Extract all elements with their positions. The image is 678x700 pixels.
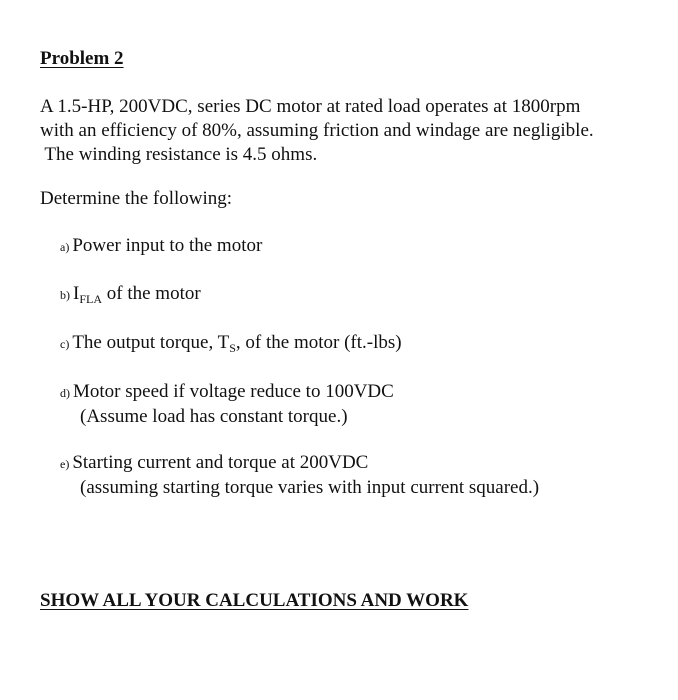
- statement-line-3: The winding resistance is 4.5 ohms.: [40, 144, 318, 165]
- question-c-marker: c): [60, 337, 70, 351]
- question-e-line-2: (assuming starting torque varies with input current squared.): [80, 477, 540, 498]
- problem-title: Problem 2: [40, 48, 124, 69]
- question-c: [60, 331, 402, 356]
- question-e-marker: e): [60, 457, 70, 471]
- question-c-text: The output torque, T: [72, 332, 230, 353]
- statement-line-2: with an efficiency of 80%, assuming friction and windage are negligible.: [40, 120, 594, 141]
- question-c-text-end: , of the motor (ft.-lbs): [235, 332, 402, 353]
- question-b-marker: b): [60, 288, 70, 302]
- question-e: [60, 451, 539, 500]
- question-a: [60, 234, 262, 259]
- problem-statement: [40, 95, 594, 167]
- question-a-text: Power input to the motor: [72, 235, 263, 256]
- question-d-marker: d): [60, 386, 70, 400]
- question-b-subscript: FLA: [79, 292, 102, 306]
- question-b-text: of the motor: [102, 283, 201, 304]
- statement-line-1: A 1.5-HP, 200VDC, series DC motor at rated load operates at 1800rpm: [40, 96, 581, 117]
- question-d: [60, 380, 394, 429]
- question-a-marker: a): [60, 240, 70, 254]
- question-c-subscript: S: [229, 341, 236, 355]
- question-d-line-2: (Assume load has constant torque.): [80, 406, 348, 427]
- question-b-symbol: I: [73, 283, 80, 304]
- footer-instruction: SHOW ALL YOUR CALCULATIONS AND WORK: [40, 590, 469, 611]
- question-b: [60, 282, 201, 307]
- question-d-line-1: Motor speed if voltage reduce to 100VDC: [73, 381, 394, 402]
- instructions-intro: Determine the following:: [40, 188, 233, 209]
- question-e-line-1: Starting current and torque at 200VDC: [72, 452, 369, 473]
